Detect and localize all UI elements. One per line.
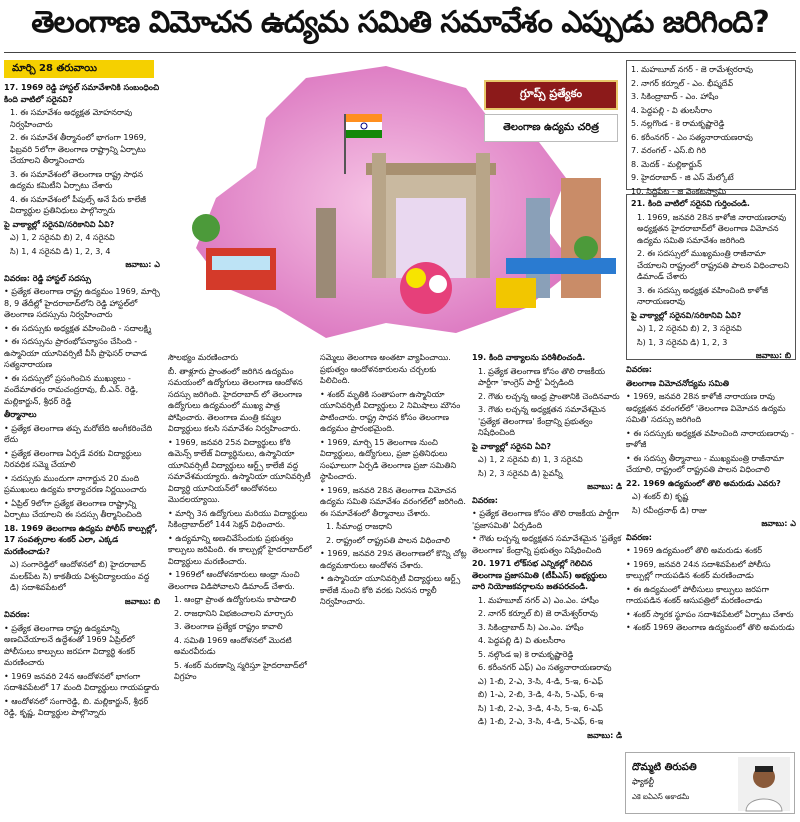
col3-line: 2. రాష్ట్రంలో రాష్ట్రపతి పాలన విధించాలి: [326, 535, 451, 545]
col1-line: • ఈ సదస్సుకు అధ్యక్షత వహించింది - సదాలక్ష్మి: [4, 323, 152, 333]
col4-line: సి) 2, 3 సరైనవి డి) పైవన్నీ: [478, 468, 563, 478]
col5-q21-line: జవాబు: బి: [755, 351, 791, 360]
col1-line: • ప్రత్యేక తెలంగాణ ఏర్పడే వరకు విద్యార్థులు నిరవధిక సమ్మె చేయాలి: [4, 448, 142, 469]
col4-line: • ప్రత్యేక తెలంగాణ కోసం తొలి రాజకీయ పార్టీగా 'ప్రజాసమితి' ఏర్పడింది: [472, 509, 620, 530]
col5-top-line: 1. మహబూబ్ నగర్ - జె రామేశ్వరరావు: [631, 65, 753, 74]
col4-line: 6. కరీంనగర్ ఎఫ్) ఎం సత్యనారాయణరావు: [478, 663, 612, 672]
col1-line: 18. 1969 తెలంగాణ ఉద్యమ పోలీస్ కాల్పుల్లో, 17 సంవత్సరాల శంకర్ ఎలా, ఎక్కడ మరణించాడు?: [4, 523, 158, 556]
col2-line: 1. ఆంధ్రా ప్రాంత ఉద్యోగులను కాపాడాలి: [174, 595, 297, 604]
author-photo: [738, 757, 790, 811]
column-5-answer-list: [626, 60, 796, 196]
col5-top-line: 2. నాగర్ కర్నూల్ - ఎం. భీష్మదేవ్: [631, 78, 734, 88]
column-5-explanation: [626, 364, 796, 748]
col5-q21-line: పై వాక్యాల్లో సరైనవి/సరికానివి ఏవి?: [631, 310, 742, 320]
col1-line: • ప్రత్యేక తెలంగాణ తప్ప మరోటేది అంగీకరించేది లేదు: [4, 423, 153, 444]
col5-q21-line: ఎ) 1, 2 సరైనవి బి) 2, 3 సరైనవి: [637, 324, 742, 333]
col3-line: 1. సీమాంధ్ర రాజధాని: [326, 522, 393, 531]
col4-line: 2. గౌతు లచ్చన్న ఆంధ్ర ప్రాంతానికి చెందినవారు: [478, 391, 620, 401]
col5-rest-line: సి) రవీంద్రనాథ్ డి) రాజు: [632, 505, 707, 515]
section-banner: [484, 80, 618, 140]
col3-line: • శంకర్ మృతికి సంతాపంగా ఉస్మానియా యూనివర్సిటీ విద్యార్థులు 2 నిమిషాలు మౌనం పాటించారు. రాష్ట్ర సాధన కోసం తెలంగాణ ఉద్యమం ప్రారంభమైంది.: [320, 389, 461, 433]
col3-line: • 1969, జనవరి 29న తెలంగాణలో కొన్ని చోట్ల ఉద్యమకారులు ఆందోళన చేశారు.: [320, 549, 467, 570]
col5-q21-line: సి) 1, 3 సరైనవి డి) 1, 2, 3: [637, 337, 728, 347]
col4-line: 2. నాగర్ కర్నూల్ బి) జె రామేశ్వర్‌రావు: [478, 609, 598, 618]
col1-line: ఎ) సంగారెడ్డిలో ఆందోళనలో బి) హైదరాబాద్ మలక్‌పేట సి) కాకతీయ విశ్వవిద్యాలయం వద్ద డి) సదాశివపేటలో: [10, 560, 150, 592]
col5-top-line: 8. మెదక్ - మల్లికార్జున్: [631, 159, 702, 169]
continuation-tag: మార్చి 28 తరువాయి: [4, 60, 154, 78]
col2-line: • 1969లో ఆందోళనకారులు ఆంధ్రా నుంచి తెలంగాణ విడిపోవాలని డిమాండ్ చేశారు.: [168, 570, 300, 591]
col1-line: 1. ఈ సమావేశం అధ్యక్షత మోహనరావు నిర్వహించారు: [10, 108, 133, 129]
col5-rest-line: • 1969 ఉద్యమంలో తొలి అమరుడు శంకర్: [626, 546, 763, 555]
author-name: దొమ్మటి తిరుపతి: [632, 762, 697, 773]
col1-line: • సదస్సుకు ముందుగా నాగార్జున 20 మంది ప్రముఖులు ఉద్యమ కార్యాచరణ నిర్ణయించారు: [4, 473, 147, 494]
col5-top-line: 5. నల్లగొండ - కె రామకృష్ణారెడ్డి: [631, 119, 725, 128]
headline-rule: [4, 52, 796, 53]
col4-line: 3. సికింద్రాబాద్ సి) ఎం.ఎం. హాషీం: [478, 622, 584, 632]
col2-line: • మార్చి 3న ఉద్యోగులు మరియు విద్యార్థులు సికింద్రాబాద్‌లో 144 సెక్షన్ విధించారు.: [168, 508, 308, 529]
col1-line: వివరణ:: [4, 610, 30, 619]
col4-line: సి) 1-బి, 2-ఎ, 3-డి, 4-సి, 5-ఇ, 6-ఎఫ్: [478, 703, 603, 713]
col1-line: ఎ) 1, 2 సరైనవి బి) 2, 4 సరైనవి: [10, 233, 115, 242]
col4-line: 1. ప్రత్యేక తెలంగాణ కోసం తొలి రాజకీయ పార్టీగా 'కాంగ్రెస్ పార్టీ' ఏర్పడింది: [478, 366, 606, 387]
col5-rest-line: • ఈ సదస్సుకు అధ్యక్షత వహించింది నారాయణరావు - కాళోజీ: [626, 428, 795, 449]
author-box: [625, 752, 795, 814]
col1-line: వివరణ: రెడ్డి హాస్టల్ సదస్సు: [4, 273, 92, 283]
col3-line: • ఉస్మానియా యూనివర్సిటీ విద్యార్థులు ఆర్ట్స్ కాలేజీ నుంచి కోఠి వరకు నిరసన ర్యాలీ నిర్వహించారు.: [320, 574, 461, 606]
col1-line: • ఈ సదస్సులో ప్రసంగించిన ముఖ్యులు - వందేమాతరం రామచంద్రరావు, బీ.ఎన్. రెడ్డి, మల్లికార్జున్, శ్రీధర్ రెడ్డి: [4, 373, 139, 406]
col2-line: • 1969, జనవరి 25న విద్యార్థులు కోఠి ఉమెన్స్ కాలేజ్ విద్యార్థినులు, ఉస్మానియా యూనివర్సిటీ విద్యార్థులు ఆర్ట్స్ కాలేజీ వద్ద సమావేశమయ్యారు. ఉస్మానియా యూనివర్సిటీ విద్యార్థి యూనియన్‌లో ఆందోళనలు మొదలయ్యాయి.: [168, 437, 311, 504]
col4-line: 3. గౌతు లచ్చన్న అధ్యక్షతన సమావేశమైన 'ప్రత్యేక తెలంగాణ' కేంద్రాన్ని ప్రభుత్వం నిషేధించింది: [478, 405, 606, 437]
col5-rest-line: వివరణ:: [626, 532, 652, 542]
col2-line: 4. సమితి 1969 ఆందోళనలో మొదటి అమరవీరుడు: [174, 635, 292, 656]
col1-line: • ఈ సదస్సును ప్రారంభోపన్యాసం చేసింది - ఉస్మానియా యూనివర్సిటీ వీసీ ప్రొఫెసర్ రావాడ సత్యనారాయణ: [4, 337, 147, 369]
column-1: [4, 82, 160, 818]
col5-q21-line: 3. ఈ సదస్సు అధ్యక్షత వహించింది కాళోజీ నారాయణరావు: [637, 285, 769, 306]
col5-q21-line: 21. కింది వాటిలో సరైనవి గుర్తించండి.: [631, 199, 750, 208]
col5-rest-line: తెలంగాణ విమోచనోద్యమ సమితి: [626, 378, 730, 388]
col5-rest-line: • శంకర్ 1969 తెలంగాణ ఉద్యమంలో తొలి అమరుడు: [626, 623, 795, 632]
col2-line: 5. శంకర్ మరణాన్ని స్మరిస్తూ హైదరాబాద్‌లో విగ్రహం: [174, 660, 307, 681]
col1-line: 4. ఈ సమావేశంలో పీపుల్స్ అనే పేరు కాలేజీ విద్యార్థుల ప్రతినిధులు పాల్గొన్నారు: [10, 194, 146, 215]
author-org: ఎకె ఐఏఎస్ అకాడమీ: [632, 793, 690, 801]
col4-line: 1. మహబూబ్ నగర్ ఎ) ఎం.ఎం. హాషీం: [478, 595, 599, 605]
col1-line: 17. 1969 రెడ్డి హాస్టల్ సమావేశానికి సంబంధించి కింది వాటిలో సరైనవి?: [4, 83, 160, 104]
col5-top-line: 4. పెద్దపల్లి - వి తులసీరాం: [631, 105, 713, 115]
author-role: ఫ్యాకల్టీ: [632, 777, 654, 786]
col5-rest-line: ఎ) శంకర్ బి) కృష్ణ: [632, 492, 689, 501]
col4-line: జవాబు: డి: [587, 482, 622, 491]
col5-rest-line: జవాబు: ఎ: [761, 519, 796, 528]
col1-line: • ప్రత్యేక తెలంగాణ రాష్ట్ర ఉద్యమం 1969, మార్చి 8, 9 తేదీల్లో హైదరాబాద్‌లోని రెడ్డి హాస్టల్‌లో తెలంగాణ సదస్సును నిర్వహించారు: [4, 287, 160, 319]
col5-rest-line: • 1969, జనవరి 24న సదాశివపేటలో పోలీసు కాల్పుల్లో గాయపడిన శంకర్ మరణించాడు: [626, 559, 771, 580]
col2-line: 3. తెలంగాణ ప్రత్యేక రాష్ట్రం కావాలి: [174, 622, 283, 631]
col5-rest-line: • 1969, జనవరి 28న కాళోజీ నారాయణ రావు అధ్యక్షతన వరంగల్‌లో 'తెలంగాణ విమోచన ఉద్యమ సమితి' సదస్సు జరిగింది: [626, 392, 786, 424]
col1-line: పై వాక్యాల్లో సరైనవి/సరికానివి ఏవి?: [4, 219, 115, 229]
col5-q21-line: 2. ఈ సదస్సులో ముఖ్యమంత్రి రాజీనామా చేయాలని రాష్ట్రంలో రాష్ట్రపతి పాలన విధించాలని డిమాండ్ చేశారు: [637, 249, 790, 281]
col1-line: జవాబు: ఎ: [125, 260, 160, 269]
col4-line: 20. 1971 లోక్‌సభ ఎన్నికల్లో గెలిచిన తెలంగాణ ప్రజాసమితి (టీపీఎస్) అభ్యర్థులు వారి నియోజకవర్గాలను జతపరచండి.: [472, 559, 607, 591]
col4-line: బి) 1-ఎ, 2-బి, 3-డి, 4-సి, 5-ఎఫ్, 6-ఇ: [478, 690, 604, 699]
col3-line: • 1969, మార్చి 15 తెలంగాణ నుంచి విద్యార్థులు, ఉద్యోగులు, ప్రజా ప్రతినిధులు సంఘాలుగా ఏర్పడి తెలంగాణ ప్రజా సమితిని స్థాపించారు.: [320, 437, 457, 481]
col1-line: 3. ఈ సమావేశంలో తెలంగాణ రాష్ట్ర సాధన ఉద్యమ కమిటీని ఏర్పాటు చేశారు: [10, 169, 143, 190]
col1-line: జవాబు: బి: [124, 596, 160, 606]
col1-line: తీర్మానాలు: [4, 410, 37, 419]
column-4: [472, 352, 622, 816]
col2-line: బీ. తాళ్లూరు ప్రాంతంలో జరిగిన ఉద్యమం సమయంలో ఉద్యోగులు తెలంగాణ ఆందోళన సదస్సు జరిగింది. హైదరాబాద్ లో తెలంగాణ ఉద్యోగులు ఉద్యమంలో ముఖ్య పాత్ర పోషించారు. తెలంగాణ మంత్రి కమ్మల విద్యార్థులు కలసి సమావేశం నిర్వహించారు.: [168, 366, 303, 433]
col5-rest-line: 22. 1969 ఉద్యమంలో తొలి అమరుడు ఎవరు?: [626, 478, 781, 488]
col4-line: 19. కింది వాక్యాలను పరిశీలించండి.: [472, 353, 586, 362]
col1-line: • 1969 జనవరి 24న ఆందోళనలో భాగంగా సదాశివపేటలో 17 మంది విద్యార్థులు గాయపడ్డారు: [4, 671, 160, 692]
col5-top-line: 7. వరంగల్ - ఎస్.బి గిరి: [631, 146, 706, 155]
col1-line: సి) 1, 4 సరైనవి డి) 1, 2, 3, 4: [10, 246, 111, 256]
col5-top-line: 6. కరీంనగర్ - ఎం సత్యనారాయణరావు: [631, 132, 753, 142]
col4-line: ఎ) 1, 2 సరైనవి బి) 1, 3 సరైనవి: [478, 455, 583, 464]
headline: తెలంగాణ విమోచన ఉద్యమ సమితి సమావేశం ఎప్పుడు జరిగింది?: [31, 5, 769, 40]
col1-line: • ప్రత్యేక తెలంగాణ రాష్ట్ర ఉద్యమాన్ని అణచివేయాలనే ఉద్దేశంతో 1969 ఏప్రిల్‌లో పోలీసులు కాల్పులు జరపగా విద్యార్థి శంకర్ మరణించారు: [4, 623, 136, 667]
col1-line: • ఏప్రిల్ 9లోగా ప్రత్యేక తెలంగాణ రాష్ట్రాన్ని ఏర్పాటు చేయాలని ఈ సదస్సు తీర్మానించింది: [4, 498, 142, 519]
column-2: [168, 352, 316, 816]
col5-rest-line: • ఈ ఉద్యమంలో పోలీసులు కాల్పులు జరపగా గాయపడిన శంకర్ ఆసుపత్రిలో మరణించాడు: [626, 584, 769, 605]
col3-line: • 1969, జనవరి 28న తెలంగాణ విమోచన ఉద్యమ సమితి సమావేశం వరంగల్‌లో జరిగింది. ఈ సమావేశంలో తీర్మానాలు చేశారు.: [320, 485, 466, 518]
banner-top: గ్రూప్స్ ప్రత్యేకం: [484, 80, 618, 110]
col5-rest-line: • శంకర్ స్మారక స్థూపం సదాశివపేటలో ఏర్పాటు చేశారు: [626, 609, 794, 619]
col1-line: • ఆందోళనలో సంగారెడ్డి, బి. మల్లికార్జున్, శ్రీధర్ రెడ్డి, కృష్ణ, విద్యార్థుల పాల్గొన్నారు: [4, 696, 149, 717]
banner-bottom: తెలంగాణ ఉద్యమ చరిత్ర: [484, 114, 618, 142]
col5-top-line: 3. సికింద్రాబాద్ - ఎం. హాషీం: [631, 92, 719, 101]
col5-rest-line: వివరణ:: [626, 365, 652, 374]
col4-line: 4. పెద్దపల్లి డి) వి తులసీరాం: [478, 636, 566, 645]
col5-top-line: 9. హైదరాబాద్ - జి ఎస్ మేల్కోటే: [631, 173, 734, 182]
col5-rest-line: • ఈ సదస్సు తీర్మానాలు - ముఖ్యమంత్రి రాజీనామా చేయాలి, రాష్ట్రంలో రాష్ట్రపతి పాలన విధించాలి: [626, 453, 784, 474]
col4-line: పై వాక్యాల్లో సరైనవి ఏవి?: [472, 441, 551, 451]
col4-line: • గౌతు లచ్చన్న అధ్యక్షతన సమావేశమైన 'ప్రత్యేక తెలంగాణ' కేంద్రాన్ని ప్రభుత్వం నిషేధించింది: [472, 534, 622, 555]
column-5-question-21: [626, 194, 796, 360]
col3-line: సమ్మెలు తెలంగాణ అంతటా వ్యాపించాయి. ప్రభుత్వం ఆందోళనకారులను చర్చలకు పిలిచింది.: [320, 353, 451, 385]
col2-line: 2. రాజధానిని విభజించాలని మార్చారు: [174, 608, 294, 618]
col2-line: • ఉద్యమాన్ని అణచివేసేందుకు ప్రభుత్వం కాల్పులు జరిపింది. ఈ కాల్పుల్లో హైదరాబాద్‌లో విద్యార్థులు మరణించారు.: [168, 533, 312, 566]
col5-top-line: 10. సిద్దిపేట - జి వెంకటస్వామి: [631, 186, 727, 196]
column-3: [320, 352, 468, 816]
col4-line: డి) 1-బి, 2-ఎ, 3-సి, 4-డి, 5-ఎఫ్, 6-ఇ: [478, 717, 604, 726]
col4-line: 5. నల్గొండ ఇ) కె రామకృష్ణారెడ్డి: [478, 649, 574, 659]
col4-line: జవాబు: డి: [587, 730, 622, 740]
col5-q21-line: 1. 1969, జనవరి 28న కాళోజి నారాయణరావు అధ్యక్షతన హైదరాబాద్‌లో తెలంగాణ విమోచన ఉద్యమ సమితి సమావేశం జరిగింది: [637, 212, 787, 245]
col1-line: 2. ఈ సమావేశ తీర్మానంలో భాగంగా 1969, ఫిబ్రవరి 5లోగా తెలంగాణ రాష్ట్రాన్ని ఏర్పాటు చేయాలని తీర్మానించారు: [10, 133, 147, 165]
col4-line: వివరణ:: [472, 495, 498, 505]
col2-line: సౌలభ్యం మరణించారు: [168, 353, 239, 362]
col4-line: ఎ) 1-బి, 2-ఎ, 3-సి, 4-డి, 5-ఇ, 6-ఎఫ్: [478, 676, 603, 686]
